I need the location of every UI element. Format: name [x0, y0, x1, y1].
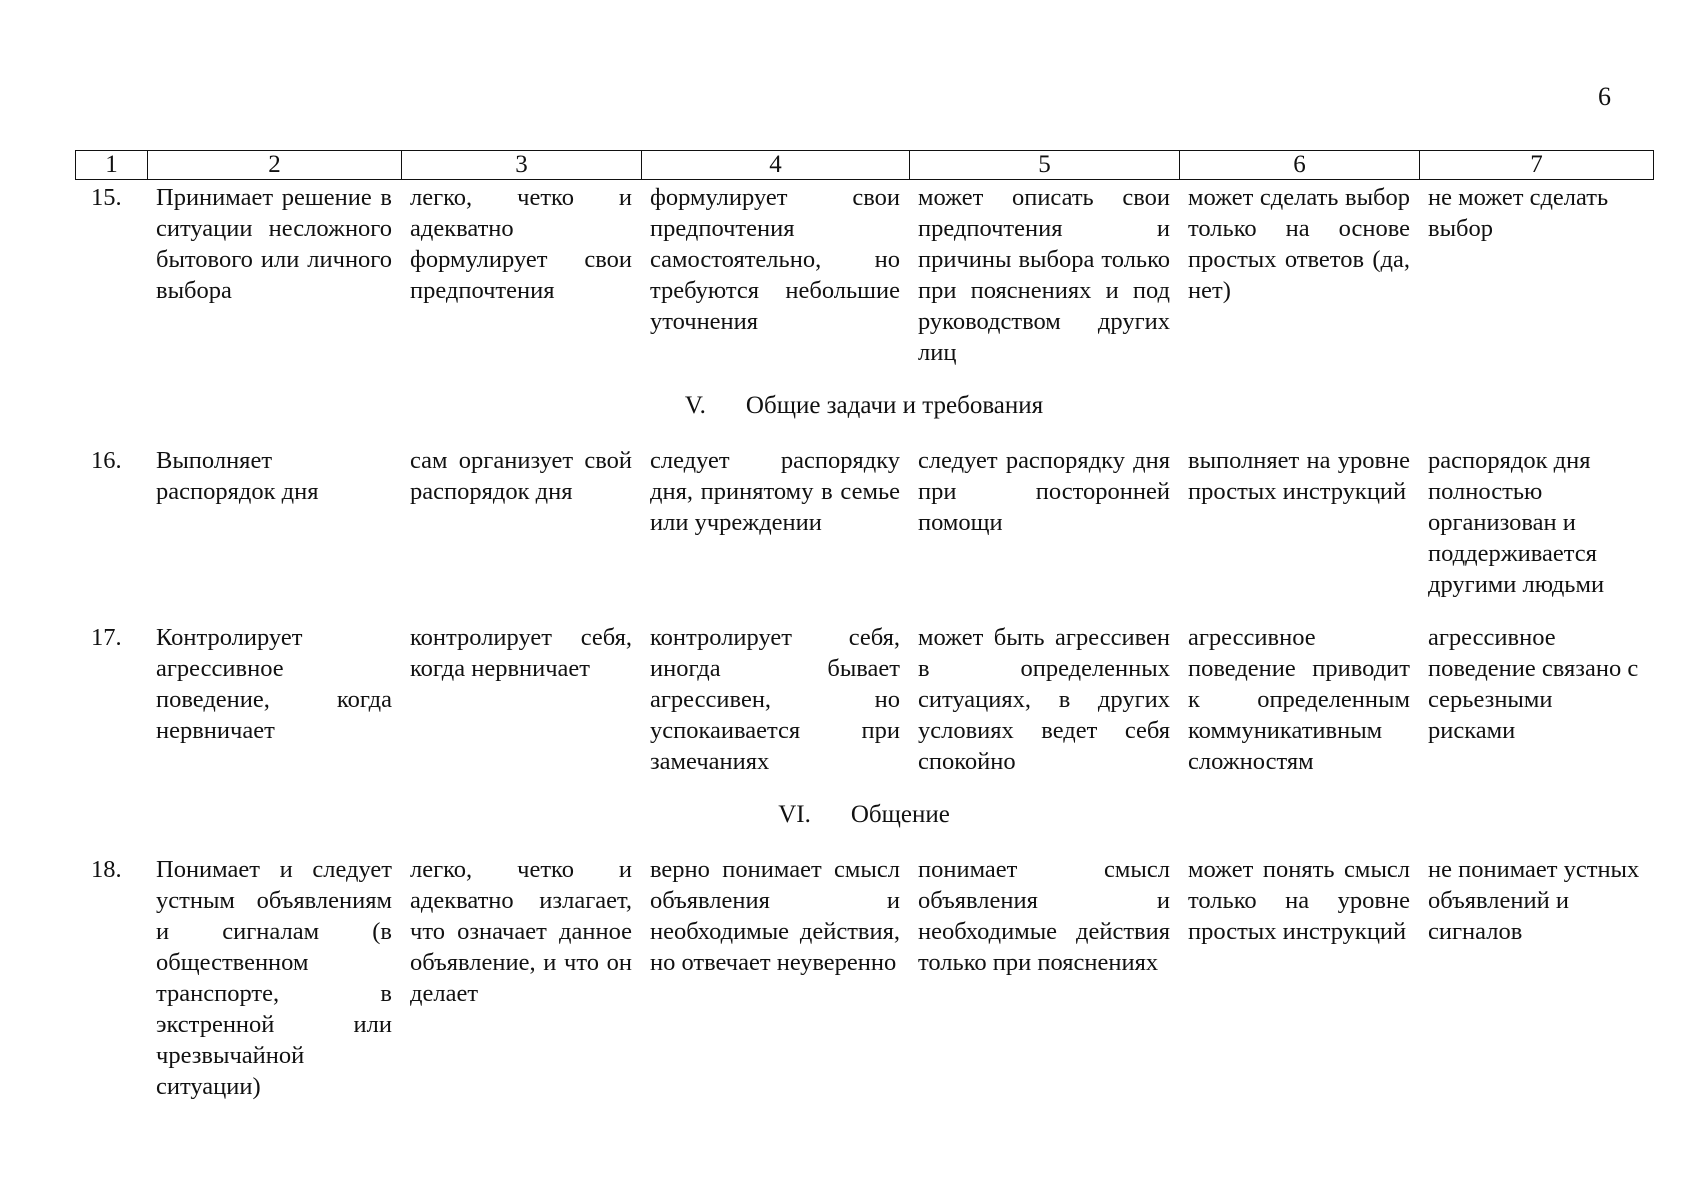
column-number-5: 5 — [910, 151, 1180, 180]
row-number: 17. — [91, 624, 122, 651]
column-numbers-row — [76, 151, 1654, 180]
table-row-16 — [75, 445, 1653, 600]
table-row-18 — [75, 854, 1653, 1102]
level-5-text: распорядок дня полностью организован и поддерживается другими людьми — [1428, 447, 1605, 598]
level-3-text: понимает смысл объявления и необходимые действия только при пояснениях — [918, 856, 1170, 976]
column-number-6: 6 — [1180, 151, 1420, 180]
level-1-text: легко, четко и адекватно излагает, что означает данное объявление, и что он делает — [410, 856, 632, 1007]
column-header-table — [75, 150, 1654, 180]
column-number-1: 1 — [76, 151, 148, 180]
table-body — [75, 182, 1653, 1102]
table-row-17 — [75, 622, 1653, 777]
column-number-3: 3 — [402, 151, 642, 180]
level-1-text: сам организует свой распорядок дня — [410, 447, 632, 505]
criterion-text: Контролирует агрессивное поведение, когда нервничает — [156, 624, 392, 744]
row-number: 15. — [91, 184, 122, 211]
page-number: 6 — [1598, 82, 1611, 111]
level-3-text: может описать свои предпочтения и причины выбора только при пояснениях и под руководством других лиц — [918, 184, 1170, 366]
level-2-text: следует распорядку дня, принятому в семье или учреждении — [650, 447, 900, 536]
criterion-text: Выполняет распорядок дня — [156, 447, 319, 505]
level-3-text: может быть агрессивен в определенных ситуациях, в других условиях ведет себя спокойно — [918, 624, 1170, 775]
level-1-text: контролирует себя, когда нервничает — [410, 624, 632, 682]
criterion-text: Принимает решение в ситуации несложного бытового или личного выбора — [156, 184, 392, 304]
section-title: Общие задачи и требования — [745, 392, 1044, 419]
criterion-text: Понимает и следует устным объявлениям и сигналам (в общественном транспорте, в экстренной или чрезвычайной ситуации) — [156, 856, 392, 1100]
level-4-text: агрессивное поведение приводит к определенным коммуникативным сложностям — [1188, 624, 1410, 775]
section-number: VI. — [778, 801, 811, 828]
row-number: 18. — [91, 856, 122, 883]
column-number-7: 7 — [1420, 151, 1654, 180]
table-row-15 — [75, 182, 1653, 368]
level-5-text: агрессивное поведение связано с серьезными рисками — [1428, 624, 1639, 744]
level-2-text: контролирует себя, иногда бывает агрессивен, но успокаивается при замечаниях — [650, 624, 900, 775]
level-4-text: может сделать выбор только на основе простых ответов (да, нет) — [1188, 184, 1410, 304]
section-heading-v — [75, 368, 1653, 445]
column-number-4: 4 — [642, 151, 910, 180]
level-4-text: выполняет на уровне простых инструкций — [1188, 447, 1410, 505]
row-number: 16. — [91, 447, 122, 474]
level-3-text: следует распорядку дня при посторонней помощи — [918, 447, 1170, 536]
column-number-2: 2 — [148, 151, 402, 180]
level-1-text: легко, четко и адекватно формулирует свои предпочтения — [410, 184, 632, 304]
level-5-text: не понимает устных объявлений и сигналов — [1428, 856, 1640, 945]
section-number: V. — [684, 392, 706, 419]
section-heading-vi — [75, 777, 1653, 854]
level-4-text: может понять смысл только на уровне простых инструкций — [1188, 856, 1410, 945]
level-2-text: формулирует свои предпочтения самостоятельно, но требуются небольшие уточнения — [650, 184, 900, 335]
level-5-text: не может сделать выбор — [1428, 184, 1609, 242]
section-title: Общение — [850, 801, 950, 828]
level-2-text: верно понимает смысл объявления и необходимые действия, но отвечает неуверенно — [650, 856, 900, 976]
